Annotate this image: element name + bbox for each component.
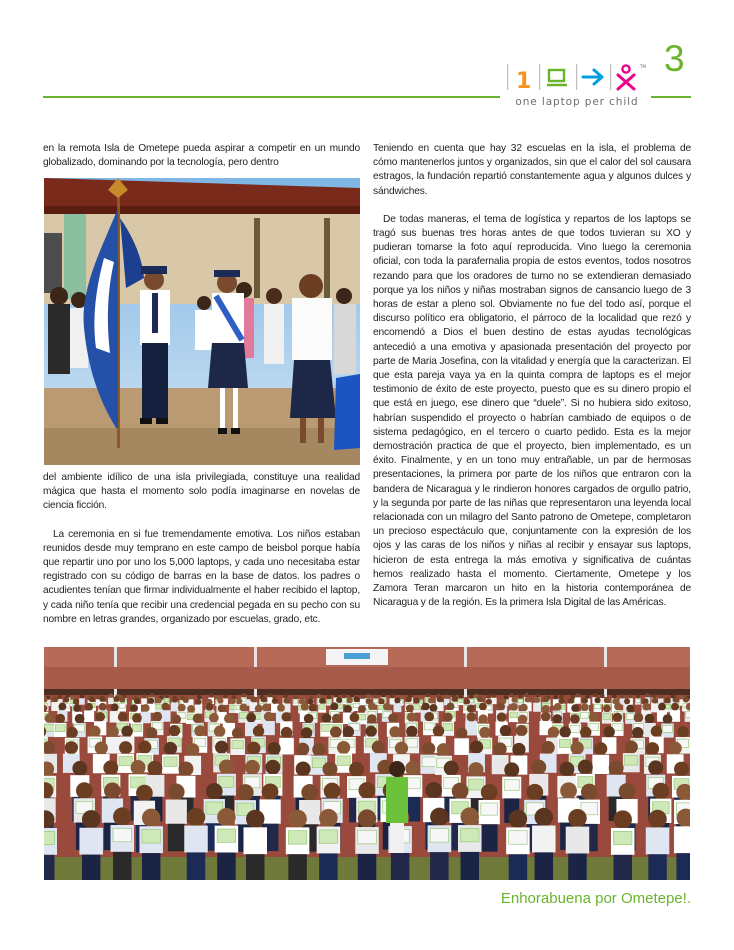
olpc-logo-icons xyxy=(506,60,648,94)
paragraph-left-1-top: en la remota Isla de Ometepe pueda aspirar a competir en un mundo globalizado, dominando por la tecnología, pero dentro xyxy=(43,143,360,169)
right-column xyxy=(373,142,691,611)
header-rule-left xyxy=(43,96,500,98)
laptop-icon xyxy=(547,70,567,85)
paragraph-right-2: De todas maneras, el tema de logística y repartos de los laptops se tragó sus buenas tres horas antes de que todos tuvieran su XO y pudieran tomarse la foto aquí reproducida. Vino luego la ceremonia oficial, con toda la parafernalia propia de estos eventos, todos nosotros rezando para que los oradores de turno no se extendieran demasiado porque ya los niños y niñas mostraban signos de cansancio luego de 3 horas de estar a pleno sol. Obviamente no fue del todo así, porque el discurso político era obligatorio, el párroco de la localidad que rezó y encomendó a Dios el buen destino de estas ayudas tecnológicas antecedió a una emotiva y apasionada presentación del proyecto por parte de Maria Josefina, con la vitalidad y energía que la caracterizan. El que esta pareja vaya ya en la quinta compra de laptops es el mejor testimonio de éxito de este proyecto, puesto que es su dinero propio el que está en juego, ese dinero que “duele”. Si no hubiera sido exitoso, habrían suspendido el proyecto o habrían cambiado de equipos o de sistema pedagógico, en el tercero o cuarto pedido. Esta es la mejor demostración practica de que el proyecto, bien implementado, es un éxito. Finalmente, y en un tono muy entrañable, un par de hermosas presentaciones, la primera por parte de los niños que entraron con la bandera de Nicaragua y le rindieron honores cargados de orgullo patrio, y la segunda por parte de las niñas que representaron una leyenda local relacionada con un milagro del Santo patrono de Ometepe, completaron un precioso espectáculo que, conjuntamente con la expresión de los ojos y las caras de los niños y niñas al recibir y ensayar sus laptops, hicieron de esta entrega la más emotiva y significativa de cuántas hemos realizado hasta el momento. Ciertamente, Ometepe y los Zamora Teran marcaron un hito en la historia contemporánea de Nicaragua y de la región. Es la primera Isla Digital de las Américas. xyxy=(373,213,691,609)
footer-title: Enhorabuena por Ometepe!. xyxy=(500,890,691,907)
svg-text:TM: TM xyxy=(640,64,646,69)
xo-child-icon xyxy=(618,65,634,89)
paragraph-left-1-bottom: del ambiente idílico de una isla privilegiada, constituye una realidad mágica que hasta el momento solo podía imaginarse en novelas de ciencia ficción. xyxy=(43,472,360,512)
group-photo xyxy=(44,647,690,880)
paragraph-right-1: Teniendo en cuenta que hay 32 escuelas en la isla, el problema de cómo mantenerlos juntos y organizados, sin que el calor del sol causara estragos, la fundación repartió constantemente agua y algunos dulces y sándwiches. xyxy=(373,143,691,197)
arrow-right-icon xyxy=(583,70,602,84)
flag-ceremony-photo xyxy=(44,178,360,465)
logo-tagline: one laptop per child xyxy=(515,96,639,108)
left-column-bottom xyxy=(43,471,360,627)
logo-digit: 1 xyxy=(516,69,532,94)
olpc-logo xyxy=(506,60,648,112)
page-number: 3 xyxy=(664,38,685,79)
paragraph-left-2: La ceremonia en si fue tremendamente emotiva. Los niños estaban reunidos desde muy temprano en este campo de beisbol porque había que repartir uno por uno los 5,000 laptops, y cada uno necesitaba estar registrado con su código de barras en la base de datos. los padres o acudientes tenían que firmar individualmente el haber recibido el laptop, y cada niño tenía que recibir una credencial pegada en su pecho con su nombre en letras grandes, organizado por escuelas, grado, etc. xyxy=(43,528,360,625)
left-column-top xyxy=(43,142,360,170)
header-rule-right xyxy=(651,96,691,98)
